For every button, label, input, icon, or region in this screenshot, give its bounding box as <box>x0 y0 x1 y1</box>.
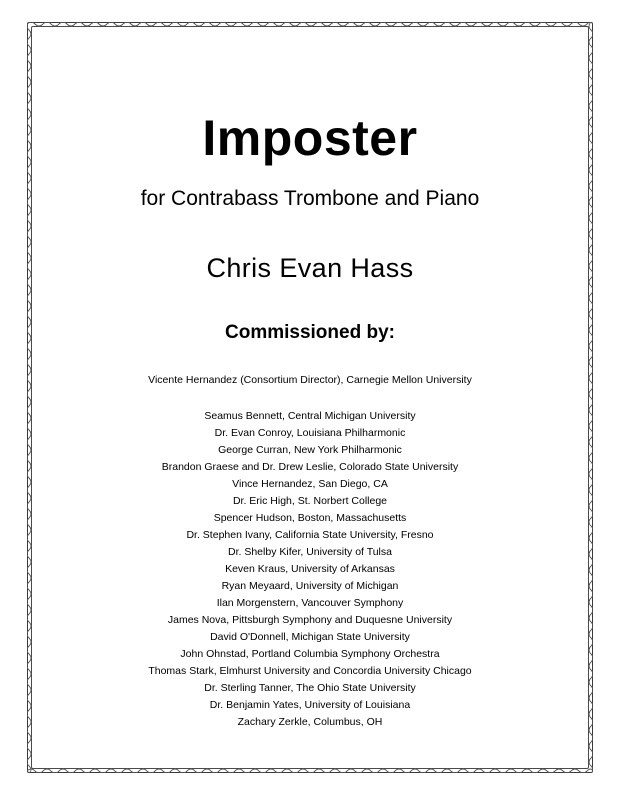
list-item: Seamus Bennett, Central Michigan University <box>204 409 416 422</box>
list-item: Spencer Hudson, Boston, Massachusetts <box>213 511 407 524</box>
list-item: Dr. Sterling Tanner, The Ohio State University <box>204 681 416 694</box>
commissioned-by-heading: Commissioned by: <box>225 321 395 343</box>
list-item: Dr. Evan Conroy, Louisiana Philharmonic <box>214 426 406 439</box>
list-item: Ryan Meyaard, University of Michigan <box>221 579 399 592</box>
list-item: David O'Donnell, Michigan State University <box>210 630 410 643</box>
list-item: Dr. Stephen Ivany, California State University, Fresno <box>186 528 434 541</box>
list-item: Ilan Morgenstern, Vancouver Symphony <box>216 596 404 609</box>
list-item: Zachary Zerkle, Columbus, OH <box>237 715 383 728</box>
page-title: Imposter <box>202 110 418 166</box>
composer-name: Chris Evan Hass <box>206 252 414 283</box>
list-item: Thomas Stark, Elmhurst University and Concordia University Chicago <box>148 664 472 677</box>
list-item: Dr. Benjamin Yates, University of Louisiana <box>209 698 411 711</box>
consortium-director: Vicente Hernandez (Consortium Director), Carnegie Mellon University <box>148 373 472 386</box>
instrumentation-subtitle: for Contrabass Trombone and Piano <box>140 186 480 210</box>
list-item: Dr. Eric High, St. Norbert College <box>232 494 388 507</box>
list-item: James Nova, Pittsburgh Symphony and Duquesne University <box>167 613 453 626</box>
list-item: Dr. Shelby Kifer, University of Tulsa <box>228 545 392 558</box>
list-item: Keven Kraus, University of Arkansas <box>225 562 395 575</box>
list-item: George Curran, New York Philharmonic <box>218 443 402 456</box>
list-item: Brandon Graese and Dr. Drew Leslie, Colorado State University <box>161 460 459 473</box>
title-page-content <box>50 26 570 769</box>
consortium-list <box>50 408 570 731</box>
list-item: John Ohnstad, Portland Columbia Symphony Orchestra <box>180 647 440 660</box>
list-item: Vince Hernandez, San Diego, CA <box>232 477 388 490</box>
